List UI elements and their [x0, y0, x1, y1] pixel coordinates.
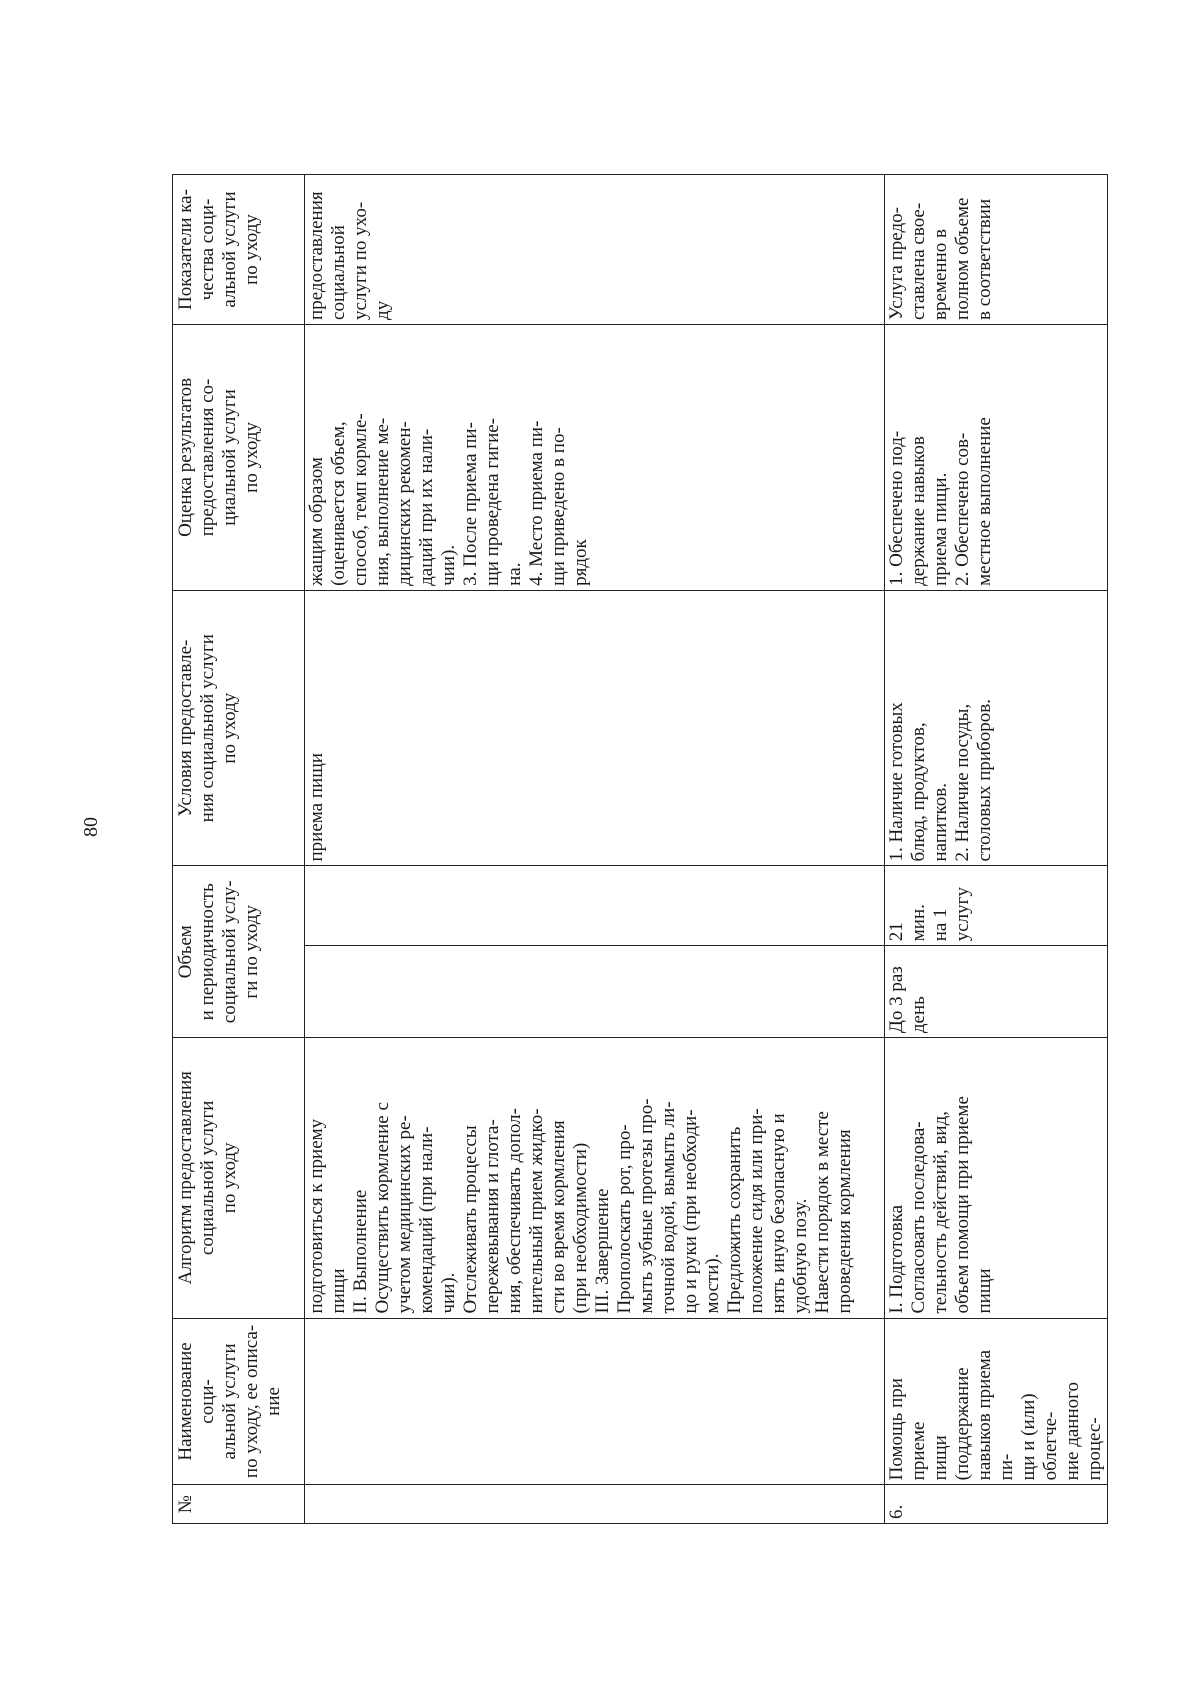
- row-evaluation: 1. Обеспечено под- держание навыков приема пищи. 2. Обеспечено сов- местное выполнение: [885, 324, 1108, 590]
- row-frequency: До 3 раз день: [885, 946, 1108, 1038]
- row-number: [305, 1485, 885, 1524]
- table-header-row: [173, 175, 305, 1524]
- row-conditions: 1. Наличие готовых блюд, продуктов, напитков. 2. Наличие посуды, столовых приборов.: [885, 590, 1108, 866]
- header-algorithm: Алгоритм предоставления социальной услуги по уходу: [173, 1038, 305, 1318]
- row-algorithm: I. Подготовка Согласовать последова- тельность действий, вид, объем помощи при приеме пищи: [885, 1038, 1108, 1318]
- table-row: [885, 175, 1108, 1524]
- table-row: [305, 175, 885, 1524]
- header-service-name: Наименование соци- альной услуги по уходу, ее описа- ние: [173, 1318, 305, 1485]
- header-volume-frequency: Объем и периодичность социальной услу- ги по уходу: [173, 866, 305, 1038]
- header-quality: Показатели ка- чества соци- альной услуги по уходу: [173, 175, 305, 325]
- row-evaluation: жащим образом (оценивается объем, способ, темп кормле- ния, выполнение ме- дицинских рекомен- даций при их нали- чии). 3. После приема пи- щи проведена гигие- на. 4. Место приема пи- щи приведено в по- рядок: [305, 324, 885, 590]
- row-duration: [305, 866, 885, 946]
- row-duration: 21 мин. на 1 услугу: [885, 866, 1108, 946]
- row-conditions: приема пищи: [305, 590, 885, 866]
- row-number: 6.: [885, 1485, 1108, 1524]
- row-quality: Услуга предо- ставлена свое- временно в полном объеме в соответствии: [885, 175, 1108, 325]
- row-quality: предоставления социальной услуги по ухо- ду: [305, 175, 885, 325]
- row-frequency: [305, 946, 885, 1038]
- services-table: [172, 174, 1108, 1524]
- header-conditions: Условия предоставле- ния социальной услуги по уходу: [173, 590, 305, 866]
- header-evaluation: Оценка результатов предоставления со- циальной услуги по уходу: [173, 324, 305, 590]
- page-number: 80: [80, 817, 102, 837]
- rotated-page-content: [172, 174, 1105, 1524]
- row-service-name: [305, 1318, 885, 1485]
- row-algorithm: подготовиться к приему пищи II. Выполнение Осуществить кормление с учетом медицинских ре- комендаций (при нали- чии). Отслеживать процессы пережевывания и глота- ния, обеспечивать допол- нительный прием жидко- сти во время кормления (при необходимости) III. Завершение Прополоскать рот, про- мыть зубные протезы про- точной водой, вымыть ли- цо и руки (при необходи- мости). Предложить сохранить положение сидя или при- нять иную безопасную и удобную позу. Навести порядок в месте проведения кормления: [305, 1038, 885, 1318]
- header-number: №: [173, 1485, 305, 1524]
- row-service-name: Помощь при приеме пищи (поддержание навыков приема пи- щи и (или) облегче- ние данного процес-: [885, 1318, 1108, 1485]
